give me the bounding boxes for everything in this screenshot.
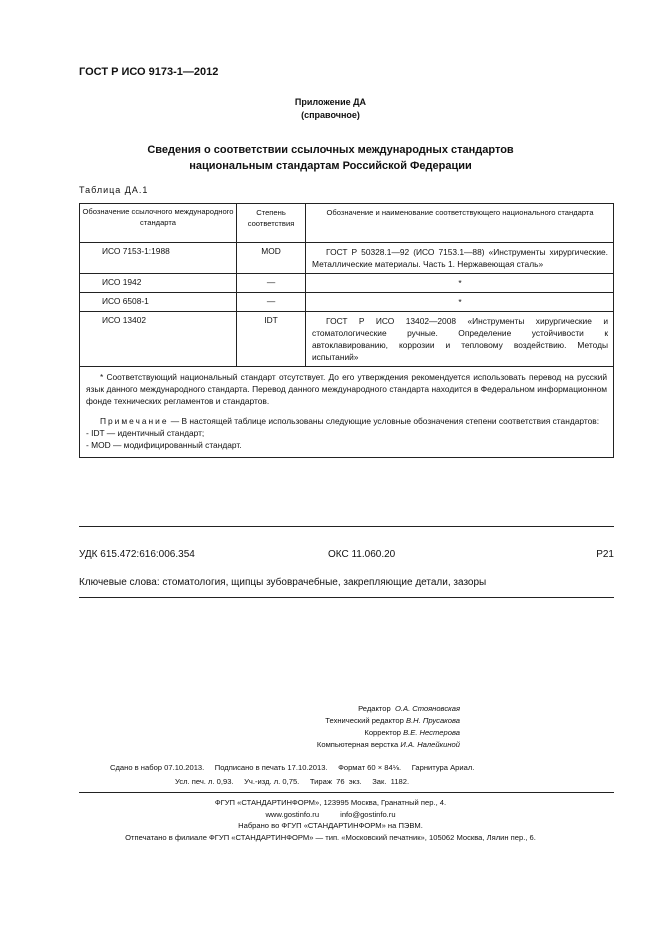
table-notes — [80, 367, 614, 458]
cell-national: ГОСТ Р ИСО 13402—2008 «Инструменты хирургические и стоматологические ручные. Определение устойчивости к автоклавированию, коррозии и тепловому воздействию. Методы испытаний» — [306, 312, 614, 367]
section-title-line2: национальным стандартам Российской Федерации — [189, 160, 472, 172]
udk-code: УДК 615.472:616:006.354 — [79, 549, 195, 560]
credit-name: И.А. Налейкиной — [400, 740, 460, 749]
table-row — [80, 293, 614, 312]
note-item: - MOD — модифицированный стандарт. — [86, 440, 242, 450]
column-header-intl: Обозначение ссылочного международного стандарта — [80, 204, 237, 243]
credit-name: О.А. Стояновская — [395, 704, 460, 713]
divider — [79, 792, 614, 793]
table-row — [80, 243, 614, 274]
cell-degree: IDT — [237, 312, 306, 367]
table-header-row — [80, 204, 614, 243]
cell-national: * — [306, 293, 614, 312]
cell-degree: — — [237, 274, 306, 293]
group-code: Р21 — [596, 549, 614, 560]
credit-editor — [200, 703, 460, 715]
cell-intl: ИСО 7153-1:1988 — [80, 243, 237, 274]
credit-name: В.Е. Нестерова — [403, 728, 460, 737]
credit-label: Корректор — [364, 728, 401, 737]
annex-heading — [0, 96, 661, 122]
cell-degree: MOD — [237, 243, 306, 274]
keywords: Ключевые слова: стоматология, щипцы зубоврачебные, закрепляющие детали, зазоры — [79, 577, 487, 588]
annex-title: Приложение ДА — [294, 97, 367, 107]
footnote: * Соответствующий национальный стандарт отсутствует. До его утверждения рекомендуется использовать перевод на русский язык данного международного стандарта. Перевод данного международного стандарта находится в Федеральном информационном фонде технических регламентов и стандартов. — [86, 372, 607, 406]
column-header-national: Обозначение и наименование соответствующего национального стандарта — [306, 204, 614, 243]
publisher-line1: ФГУП «СТАНДАРТИНФОРМ», 123995 Москва, Гранатный пер., 4. — [214, 798, 447, 807]
credits — [200, 703, 460, 751]
publisher-line4: Отпечатано в филиале ФГУП «СТАНДАРТИНФОРМ» — тип. «Московский печатник», 105062 Москва, Лялин пер., 6. — [125, 832, 536, 842]
divider — [79, 526, 614, 527]
imprint-line2: Усл. печ. л. 0,93. Уч.-изд. л. 0,75. Тираж 76 экз. Зак. 1182. — [175, 777, 410, 786]
section-title-line1: Сведения о соответствии ссылочных международных стандартов — [147, 144, 514, 156]
cell-national: ГОСТ Р 50328.1—92 (ИСО 7153.1—88) «Инструменты хирургические. Металлические материалы. Часть 1. Нержавеющая сталь» — [306, 243, 614, 274]
divider — [79, 597, 614, 598]
publisher-line2: www.gostinfo.ru info@gostinfo.ru — [265, 809, 396, 819]
credit-layout — [200, 739, 460, 751]
credit-label: Компьютерная верстка — [316, 740, 399, 749]
table-row — [80, 312, 614, 367]
table-caption: Таблица ДА.1 — [79, 185, 149, 195]
imprint-line1: Сдано в набор 07.10.2013. Подписано в печать 17.10.2013. Формат 60 × 84⅛. Гарнитура Ариал. — [110, 763, 475, 772]
note-label: Примечание — [100, 416, 169, 426]
credit-corrector — [200, 727, 460, 739]
standard-code: ГОСТ Р ИСО 9173-1—2012 — [79, 66, 219, 78]
cell-intl: ИСО 1942 — [80, 274, 237, 293]
note-text: — В настоящей таблице использованы следующие условные обозначения степени соответствия стандартов: — [168, 416, 600, 426]
note-item: - IDT — идентичный стандарт; — [86, 428, 205, 438]
cell-intl: ИСО 6508-1 — [80, 293, 237, 312]
credit-name: В.Н. Прусакова — [406, 716, 460, 725]
cell-intl: ИСО 13402 — [80, 312, 237, 367]
imprint — [110, 761, 474, 789]
table-notes-row — [80, 367, 614, 458]
credit-label: Редактор — [358, 704, 391, 713]
cell-national: * — [306, 274, 614, 293]
oks-code: ОКС 11.060.20 — [328, 549, 396, 560]
credit-label: Технический редактор — [325, 716, 404, 725]
column-header-degree: Степень соответствия — [237, 204, 306, 243]
note — [86, 415, 607, 427]
section-title — [0, 142, 661, 174]
publisher-info — [0, 797, 661, 843]
annex-subtitle: (справочное) — [301, 110, 360, 120]
publisher-line3: Набрано во ФГУП «СТАНДАРТИНФОРМ» на ПЭВМ. — [238, 821, 423, 830]
table-row — [80, 274, 614, 293]
credit-tech-editor — [200, 715, 460, 727]
cell-degree: — — [237, 293, 306, 312]
correspondence-table — [79, 203, 614, 458]
